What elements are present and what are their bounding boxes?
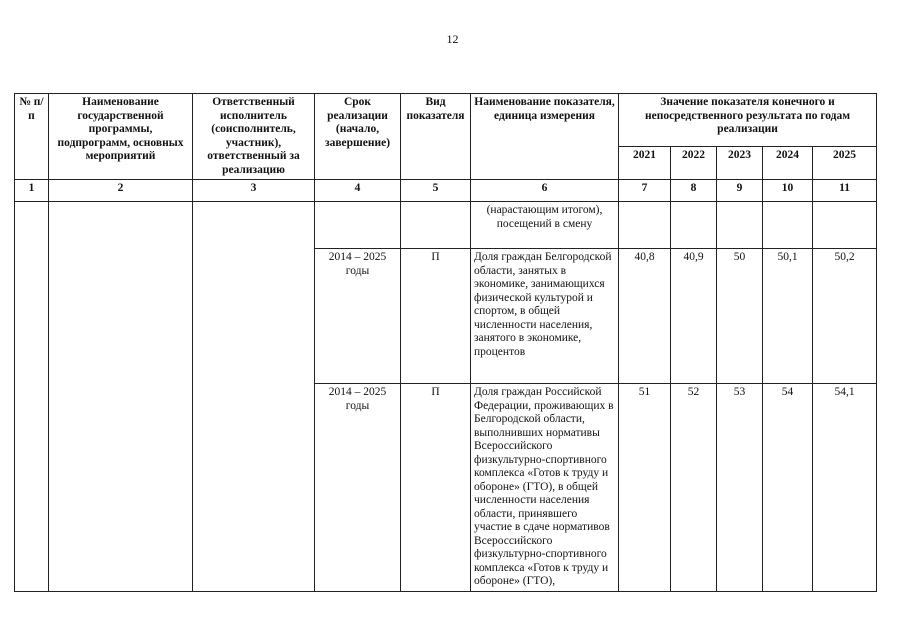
column-number: 8 [671, 180, 717, 202]
cell-value: 54 [763, 384, 813, 592]
header-row [15, 94, 877, 147]
column-number: 5 [401, 180, 471, 202]
cell-number [15, 202, 49, 592]
column-number: 4 [315, 180, 401, 202]
page-number: 12 [446, 32, 459, 46]
cell-value: 51 [619, 384, 671, 592]
column-number: 1 [15, 180, 49, 202]
header-year: 2022 [671, 147, 717, 180]
column-numbers-row [15, 180, 877, 202]
cell-value [763, 202, 813, 249]
column-number: 2 [49, 180, 193, 202]
cell-value [717, 202, 763, 249]
indicators-table [14, 93, 877, 592]
header-number: № п/п [15, 94, 49, 180]
header-program-name: Наименование государственной программы, подпрограмм, основных мероприятий [49, 94, 193, 180]
cell-value: 54,1 [813, 384, 877, 592]
cell-value: 50,1 [763, 249, 813, 384]
cell-value: 50,2 [813, 249, 877, 384]
cell-period: 2014 – 2025 годы [315, 249, 401, 384]
cell-value: 52 [671, 384, 717, 592]
header-values-group: Значение показателя конечного и непосредственного результата по годам реализации [619, 94, 877, 147]
cell-value [813, 202, 877, 249]
column-number: 7 [619, 180, 671, 202]
header-indicator-name: Наименование показателя, единица измерения [471, 94, 619, 180]
cell-value [619, 202, 671, 249]
header-year: 2023 [717, 147, 763, 180]
cell-value: 53 [717, 384, 763, 592]
cell-indicator-type: П [401, 249, 471, 384]
cell-indicator-type [401, 202, 471, 249]
header-year: 2025 [813, 147, 877, 180]
table-row [15, 202, 877, 249]
column-number: 9 [717, 180, 763, 202]
column-number: 6 [471, 180, 619, 202]
cell-indicator-name: (нарастающим итогом), посещений в смену [471, 202, 619, 249]
header-executor: Ответственный исполнитель (соисполнитель, участник), ответственный за реализацию [193, 94, 315, 180]
cell-value: 40,9 [671, 249, 717, 384]
cell-period: 2014 – 2025 годы [315, 384, 401, 592]
cell-value [671, 202, 717, 249]
column-number: 11 [813, 180, 877, 202]
cell-indicator-name: Доля граждан Российской Федерации, проживающих в Белгородской области, выполнивших нормативы Всероссийского физкультурно-спортивного комплекса «Готов к труду и обороне» (ГТО), в общей численности населения области, принявшего участие в сдаче нормативов Всероссийского физкультурно-спортивного комплекса «Готов к труду и обороне» (ГТО), [471, 384, 619, 592]
cell-value: 40,8 [619, 249, 671, 384]
cell-indicator-name: Доля граждан Белгородской области, занятых в экономике, занимающихся физической культурой и спортом, в общей численности населения, занятого в экономике, процентов [471, 249, 619, 384]
column-number: 10 [763, 180, 813, 202]
cell-period [315, 202, 401, 249]
cell-value: 50 [717, 249, 763, 384]
cell-program-name [49, 202, 193, 592]
cell-indicator-type: П [401, 384, 471, 592]
header-indicator-type: Вид показателя [401, 94, 471, 180]
column-number: 3 [193, 180, 315, 202]
cell-executor [193, 202, 315, 592]
header-year: 2021 [619, 147, 671, 180]
header-period: Срок реализации (начало, завершение) [315, 94, 401, 180]
header-year: 2024 [763, 147, 813, 180]
